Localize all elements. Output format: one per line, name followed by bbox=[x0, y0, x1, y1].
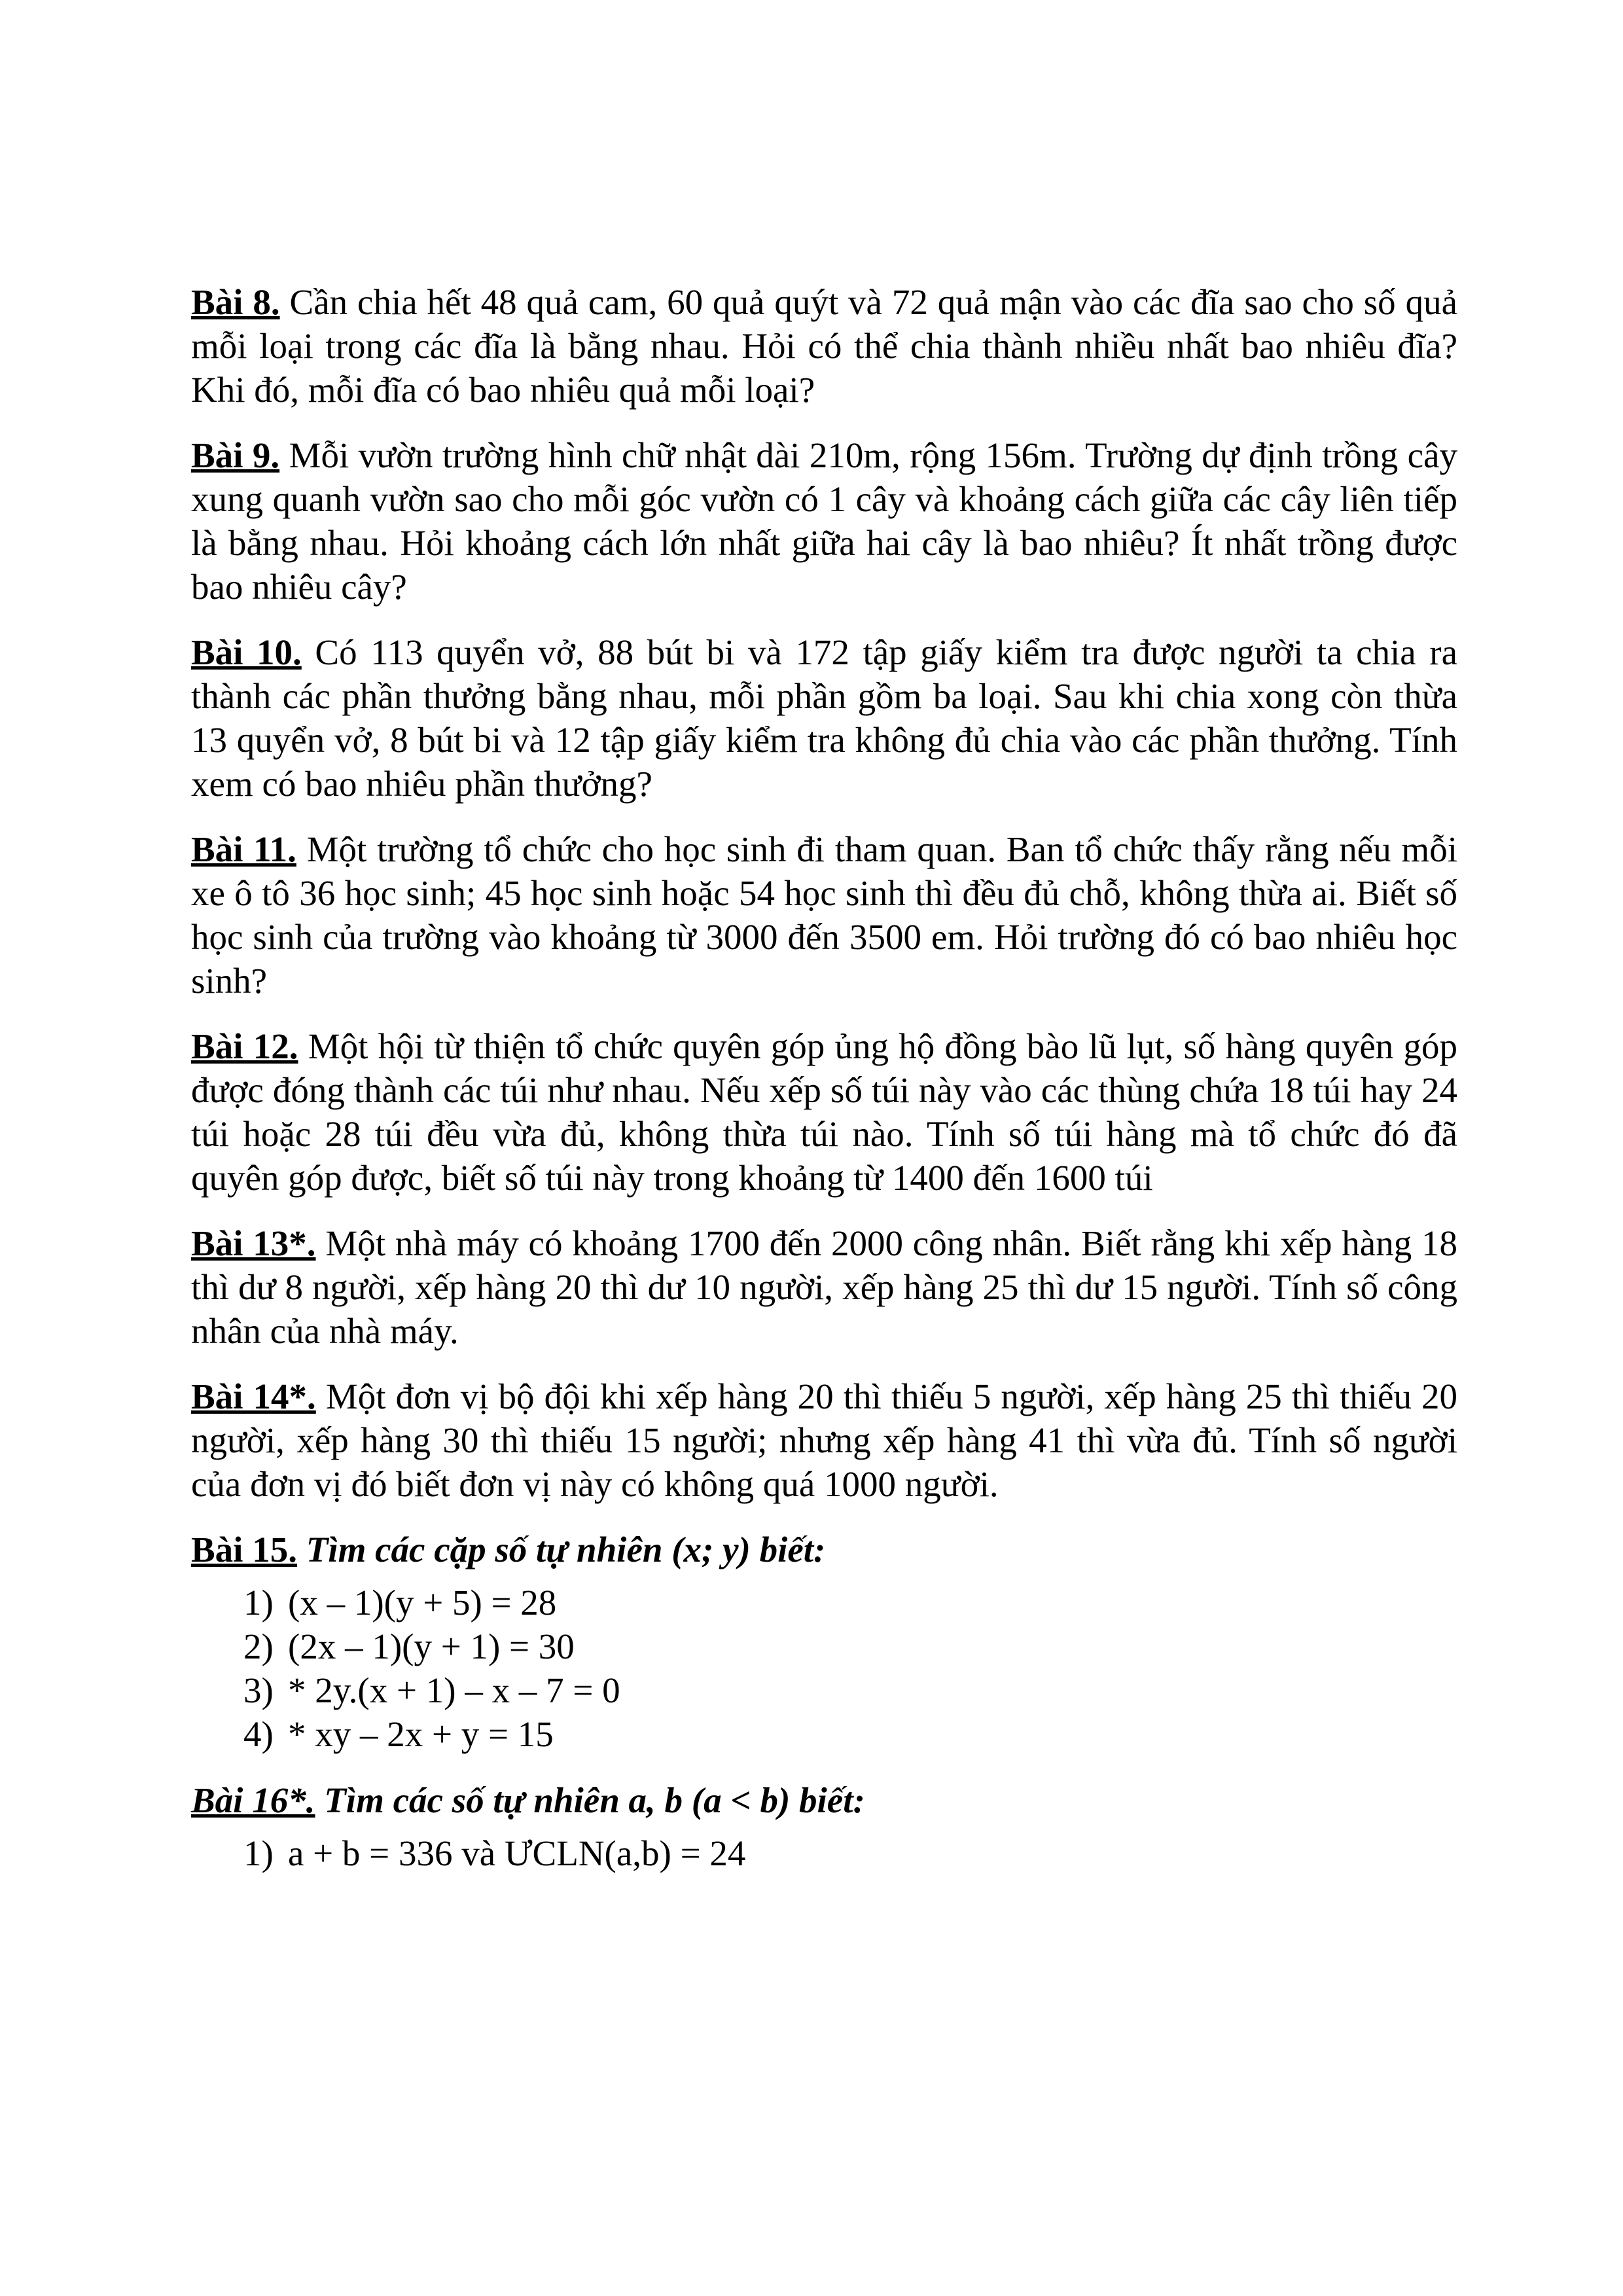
bai-16-equation-list bbox=[191, 1831, 1457, 1875]
equation: (2x – 1)(y + 1) = 30 bbox=[288, 1626, 575, 1666]
problem-label: Bài 11. bbox=[191, 829, 296, 869]
problem-task: Tìm các cặp số tự nhiên (x; y) biết: bbox=[296, 1530, 826, 1570]
item-number: 2) bbox=[243, 1626, 274, 1666]
item-number: 4) bbox=[243, 1714, 274, 1754]
equation-item bbox=[243, 1712, 1457, 1756]
exercise-list bbox=[191, 280, 1457, 1897]
problem-label: Bài 10. bbox=[191, 632, 302, 672]
equation: * xy – 2x + y = 15 bbox=[288, 1714, 554, 1754]
problem-text: Mỗi vườn trường hình chữ nhật dài 210m, rộng 156m. Trường dự định trồng cây xung quanh vườn sao cho mỗi góc vườn có 1 cây và khoảng cách giữa các cây liên tiếp là bằng nhau. Hỏi khoảng cách lớn nhất giữa hai cây là bao nhiêu? Ít nhất trồng được bao nhiêu cây? bbox=[191, 435, 1457, 607]
equation-item bbox=[243, 1581, 1457, 1624]
problem-bai-15-heading bbox=[191, 1528, 1457, 1571]
problem-label: Bài 14*. bbox=[191, 1376, 316, 1416]
item-number: 1) bbox=[243, 1833, 274, 1873]
problem-label: Bài 13*. bbox=[191, 1223, 316, 1263]
problem-bai-12 bbox=[191, 1024, 1457, 1200]
problem-task: Tìm các số tự nhiên a, b (a < b) biết: bbox=[315, 1780, 865, 1820]
problem-text: Cần chia hết 48 quả cam, 60 quả quýt và 72 quả mận vào các đĩa sao cho số quả mỗi loại trong các đĩa là bằng nhau. Hỏi có thể chia thành nhiều nhất bao nhiêu đĩa? Khi đó, mỗi đĩa có bao nhiêu quả mỗi loại? bbox=[191, 282, 1457, 410]
problem-label: Bài 9. bbox=[191, 435, 280, 475]
problem-bai-10 bbox=[191, 630, 1457, 806]
problem-text: Một trường tổ chức cho học sinh đi tham quan. Ban tổ chức thấy rằng nếu mỗi xe ô tô 36 học sinh; 45 học sinh hoặc 54 học sinh thì đều đủ chỗ, không thừa ai. Biết số học sinh của trường vào khoảng từ 3000 đến 3500 em. Hỏi trường đó có bao nhiêu học sinh? bbox=[191, 829, 1457, 1001]
problem-bai-11 bbox=[191, 827, 1457, 1003]
problem-text: Một nhà máy có khoảng 1700 đến 2000 công nhân. Biết rằng khi xếp hàng 18 thì dư 8 người, xếp hàng 20 thì dư 10 người, xếp hàng 25 thì dư 15 người. Tính số công nhân của nhà máy. bbox=[191, 1223, 1457, 1351]
problem-bai-14 bbox=[191, 1374, 1457, 1506]
bai-15-equation-list bbox=[191, 1581, 1457, 1756]
equation-item bbox=[243, 1668, 1457, 1712]
problem-bai-16-heading bbox=[191, 1778, 1457, 1822]
item-number: 3) bbox=[243, 1670, 274, 1710]
problem-bai-13 bbox=[191, 1221, 1457, 1353]
item-number: 1) bbox=[243, 1583, 274, 1623]
problem-label: Bài 12. bbox=[191, 1026, 298, 1066]
problem-text: Một đơn vị bộ đội khi xếp hàng 20 thì thiếu 5 người, xếp hàng 25 thì thiếu 20 người, xếp hàng 30 thì thiếu 15 người; nhưng xếp hàng 41 thì vừa đủ. Tính số người của đơn vị đó biết đơn vị này có không quá 1000 người. bbox=[191, 1376, 1457, 1504]
equation: * 2y.(x + 1) – x – 7 = 0 bbox=[288, 1670, 620, 1710]
equation-item bbox=[243, 1624, 1457, 1668]
equation: a + b = 336 và ƯCLN(a,b) = 24 bbox=[288, 1833, 746, 1873]
problem-label: Bài 8. bbox=[191, 282, 280, 322]
problem-bai-8 bbox=[191, 280, 1457, 412]
problem-text: Một hội từ thiện tổ chức quyên góp ủng hộ đồng bào lũ lụt, số hàng quyên góp được đóng thành các túi như nhau. Nếu xếp số túi này vào các thùng chứa 18 túi hay 24 túi hoặc 28 túi đều vừa đủ, không thừa túi nào. Tính số túi hàng mà tổ chức đó đã quyên góp được, biết số túi này trong khoảng từ 1400 đến 1600 túi bbox=[191, 1026, 1457, 1198]
problem-bai-9 bbox=[191, 433, 1457, 609]
problem-label: Bài 16*. bbox=[191, 1780, 315, 1820]
equation: (x – 1)(y + 5) = 28 bbox=[288, 1583, 557, 1623]
problem-label: Bài 15. bbox=[191, 1530, 297, 1570]
equation-item bbox=[243, 1831, 1457, 1875]
problem-text: Có 113 quyển vở, 88 bút bi và 172 tập giấy kiểm tra được người ta chia ra thành các phần thưởng bằng nhau, mỗi phần gồm ba loại. Sau khi chia xong còn thừa 13 quyển vở, 8 bút bi và 12 tập giấy kiểm tra không đủ chia vào các phần thưởng. Tính xem có bao nhiêu phần thưởng? bbox=[191, 632, 1457, 804]
